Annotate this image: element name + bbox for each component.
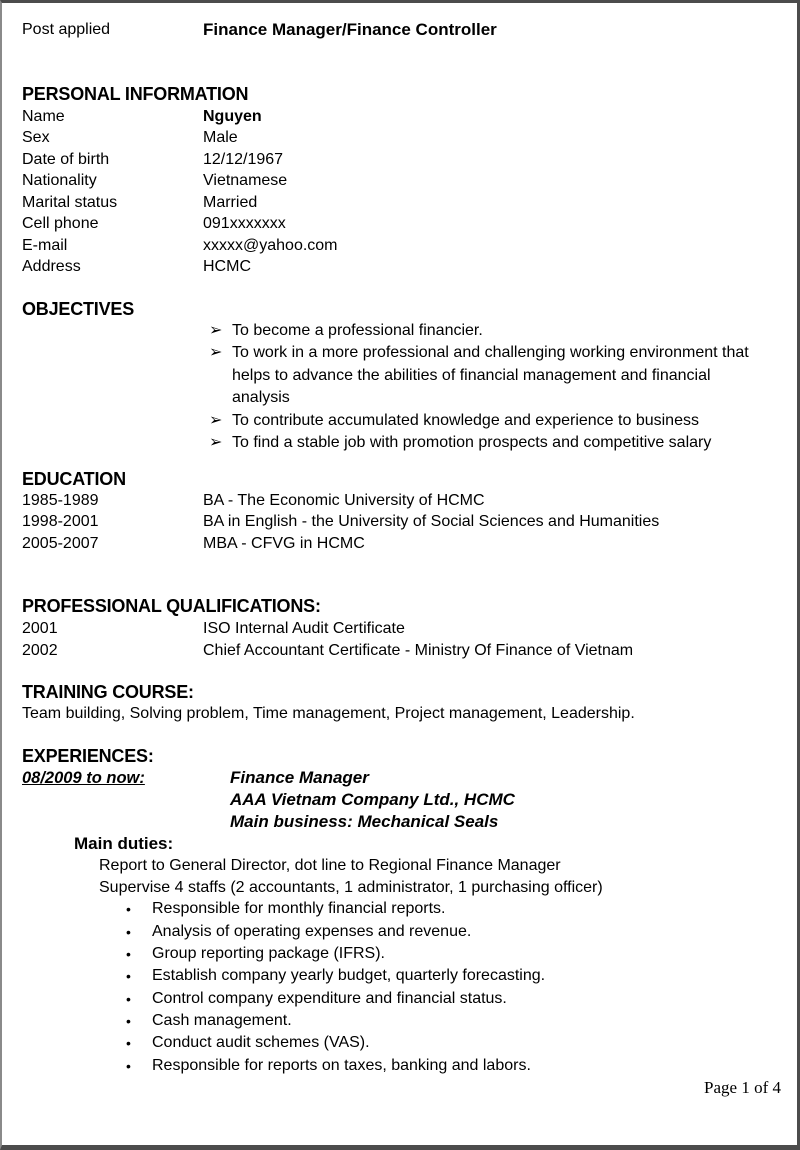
field-label: Nationality — [22, 172, 97, 189]
duty-item — [126, 943, 782, 965]
duty-item — [126, 921, 782, 943]
qualification-certificate: Chief Accountant Certificate - Ministry Of Finance of Vietnam — [203, 641, 634, 659]
field-label: Date of birth — [22, 150, 110, 168]
qualification-certificate: ISO Internal Audit Certificate — [203, 620, 405, 637]
personal-row-address — [22, 256, 782, 278]
objective-item — [209, 410, 782, 433]
qualification-row — [22, 618, 782, 640]
duty-item — [126, 1032, 782, 1054]
duty-text: Group reporting package (IFRS). — [152, 945, 385, 963]
field-label: Marital status — [22, 193, 118, 211]
dot-bullet-icon: • — [126, 901, 131, 918]
main-duties-label: Main duties: — [74, 834, 174, 854]
duty-text: Responsible for monthly financial reports. — [152, 900, 446, 918]
objectives-list — [22, 320, 782, 455]
education-years: 1985-1989 — [22, 491, 99, 509]
experience-position-lines — [230, 767, 515, 834]
duty-text: Cash management. — [152, 1011, 292, 1029]
post-applied-label: Post applied — [22, 21, 111, 38]
education-row — [22, 533, 782, 555]
duty-item — [126, 965, 782, 987]
dot-bullet-icon: • — [126, 968, 131, 985]
section-heading-objectives: OBJECTIVES — [22, 298, 135, 319]
personal-row-marital-status — [22, 192, 782, 214]
dot-bullet-icon: • — [126, 990, 131, 1007]
education-list — [22, 490, 782, 555]
experience-position-title: Finance Manager — [230, 767, 369, 787]
field-value: HCMC — [203, 258, 251, 275]
arrow-bullet-icon: ➢ — [209, 411, 223, 429]
duty-text: Conduct audit schemes (VAS). — [152, 1034, 370, 1052]
personal-row-email — [22, 235, 782, 257]
experience-main-business: Main business: Mechanical Seals — [230, 812, 499, 832]
field-value: Male — [203, 129, 238, 146]
duty-item — [126, 988, 782, 1010]
personal-row-date-of-birth — [22, 149, 782, 171]
field-label: Cell phone — [22, 215, 99, 232]
objective-item — [209, 342, 782, 410]
education-degree: BA in English - the University of Social Sciences and Humanities — [203, 513, 660, 530]
field-label: Name — [22, 107, 65, 125]
experience-period: 08/2009 to now: — [22, 768, 145, 787]
field-value: Vietnamese — [203, 172, 288, 189]
section-heading-education: EDUCATION — [22, 468, 126, 489]
section-heading-experiences: EXPERIENCES: — [22, 745, 154, 766]
duty-text: Control company expenditure and financial status. — [152, 989, 507, 1007]
personal-information-list — [22, 106, 782, 278]
duty-text: Establish company yearly budget, quarterly forecasting. — [152, 967, 546, 985]
arrow-bullet-icon: ➢ — [209, 321, 223, 339]
arrow-bullet-icon: ➢ — [209, 344, 223, 361]
dot-bullet-icon: • — [126, 1057, 131, 1074]
qualification-year: 2001 — [22, 620, 58, 637]
arrow-bullet-icon: ➢ — [209, 434, 223, 451]
qualifications-list — [22, 618, 782, 661]
education-degree: MBA - CFVG in HCMC — [203, 534, 365, 552]
personal-row-nationality — [22, 170, 782, 192]
duty-intro-line: Supervise 4 staffs (2 accountants, 1 administrator, 1 purchasing officer) — [99, 878, 603, 896]
education-row — [22, 511, 782, 533]
page-number: Page 1 of 4 — [704, 1078, 781, 1097]
qualification-row — [22, 640, 782, 662]
post-applied-row — [22, 19, 782, 41]
section-heading-training-course: TRAINING COURSE: — [22, 682, 194, 702]
personal-row-cell-phone — [22, 213, 782, 235]
education-years: 2005-2007 — [22, 534, 99, 552]
personal-row-name — [22, 106, 782, 128]
objective-item — [209, 320, 782, 343]
field-value: Married — [203, 193, 258, 211]
section-heading-personal-information: PERSONAL INFORMATION — [22, 83, 249, 104]
duty-intro-line: Report to General Director, dot line to Regional Finance Manager — [99, 856, 561, 874]
field-value: xxxxx@yahoo.com — [203, 236, 338, 254]
qualification-year: 2002 — [22, 641, 58, 659]
section-heading-professional-qualifications: PROFESSIONAL QUALIFICATIONS: — [22, 596, 321, 616]
education-degree: BA - The Economic University of HCMC — [203, 491, 485, 509]
field-value: Nguyen — [203, 107, 262, 125]
field-value: 091xxxxxxx — [203, 215, 286, 232]
dot-bullet-icon: • — [126, 923, 131, 940]
dot-bullet-icon: • — [126, 1035, 131, 1052]
post-applied-value: Finance Manager/Finance Controller — [203, 20, 497, 39]
duties-list — [22, 898, 782, 1076]
education-row — [22, 490, 782, 512]
objective-text: To become a professional financier. — [232, 321, 483, 339]
duty-item — [126, 1010, 782, 1032]
field-label: Sex — [22, 129, 50, 146]
objective-text: To find a stable job with promotion prospects and competitive salary — [232, 434, 712, 451]
objective-text: To contribute accumulated knowledge and experience to business — [232, 411, 699, 429]
objective-item — [209, 432, 782, 455]
objective-text: To work in a more professional and challenging working environment that helps to advance the abilities of financial management and financial analysis — [232, 344, 749, 406]
duty-text: Analysis of operating expenses and revenue. — [152, 922, 472, 940]
field-label: E-mail — [22, 236, 68, 254]
duty-text: Responsible for reports on taxes, banking and labors. — [152, 1056, 531, 1074]
training-course-text: Team building, Solving problem, Time management, Project management, Leadership. — [22, 705, 635, 722]
education-years: 1998-2001 — [22, 513, 99, 530]
duty-item — [126, 1055, 782, 1077]
duty-item — [126, 898, 782, 920]
experience-company: AAA Vietnam Company Ltd., HCMC — [230, 789, 515, 809]
experience-header-block — [22, 767, 782, 834]
field-value: 12/12/1967 — [203, 150, 284, 168]
field-label: Address — [22, 258, 81, 275]
dot-bullet-icon: • — [126, 1012, 131, 1029]
dot-bullet-icon: • — [126, 946, 131, 963]
personal-row-sex — [22, 127, 782, 149]
